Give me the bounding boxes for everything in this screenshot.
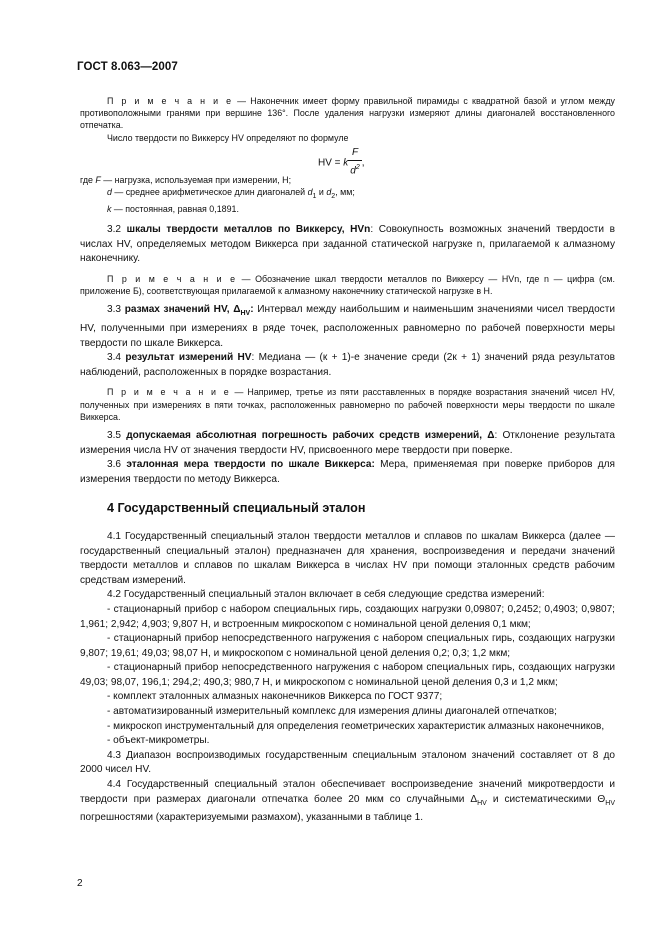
document-header: ГОСТ 8.063—2007	[77, 61, 178, 73]
list-item: - автоматизированный измерительный комплекс для измерения длины диагоналей отпечатков;	[107, 706, 557, 718]
formula-intro: Число твердости по Виккерсу HV определяют по формуле	[107, 132, 349, 143]
item-3-5: 3.5 допускаемая абсолютная погрешность рабочих средств измерений, Δ: Отклонение результата измерения числа HV от значения твердости HV, присвоенного мере твердости при поверке.	[80, 429, 615, 456]
item-3-6: 3.6 эталонная мера твердости по шкале Виккерса: Мера, применяемая при поверке приборов для измерения твердости по методу Виккерса.	[80, 459, 616, 485]
paragraph-4-4: 4.4 Государственный специальный эталон обеспечивает воспроизведение значений микротвердости и твердости при размерах диагонали отпечатка более 20 мкм со случайными $\Delta_{HV}$ и систематическими $\Theta_{HV}$ погрешностями (характеризуемыми размахом), указанными в таблице 1.	[80, 779, 615, 824]
paragraph-4-1: 4.1 Государственный специальный эталон твердости металлов и сплавов по шкалам Виккерса (далее — государственный специальный эталон) предназначен для хранения, воспроизведения и передачи значений твердости металлов и сплавов по шкалам Виккерса в числах HV при помощи эталонных средств рабочим средствам измерений.	[80, 530, 615, 586]
where-F: где F — нагрузка, используемая при измерении, Н;	[80, 174, 292, 185]
note-pyramid: П р и м е ч а н и е — Наконечник имеет форму правильной пирамиды с квадратной базой и углом между противоположными гранями при вершине 136°. После удаления нагрузки измеряют длины диагоналей восстановленного отпечатка.	[80, 96, 615, 131]
list-item: - объект-микрометры.	[107, 735, 210, 747]
list-item: - микроскоп инструментальный для определения геометрических характеристик алмазных наконечников,	[107, 720, 605, 732]
paragraph-4-2: 4.2 Государственный специальный эталон включает в себя следующие средства измерений:	[107, 589, 545, 601]
note-median: П р и м е ч а н и е — Например, третье из пяти расставленных в порядке возрастания значений чисел HV, полученных при измерениях в пяти точках, расположенных равномерно по рабочей поверхности меры твердости по шкале Виккерса.	[80, 387, 615, 422]
list-item: - комплект эталонных алмазных наконечников Виккерса по ГОСТ 9377;	[107, 691, 443, 703]
note-scales: П р и м е ч а н и е — Обозначение шкал твердости металлов по Виккерсу — HVn, где n — цифра (см. приложение Б), соответствующая прилагаемой к алмазному наконечнику статической нагрузке в Н.	[80, 273, 615, 297]
section-4-title: 4 Государственный специальный эталон	[107, 501, 366, 516]
formula-fraction: $\frac{F}{d^2}$	[348, 146, 361, 180]
paragraph-4-3: 4.3 Диапазон воспроизводимых государственным специальным эталоном значений составляет от 8 до 2000 чисел HV.	[80, 749, 615, 776]
item-3-4: 3.4 результат измерений HV: Медиана — (к + 1)-е значение среди (2к + 1) значений ряда результатов наблюдений, расположенных в порядке возрастания.	[80, 352, 615, 378]
page-content	[80, 95, 615, 826]
formula-block	[80, 144, 615, 177]
page-number: 2	[77, 878, 83, 889]
item-3-2: 3.2 шкалы твердости металлов по Виккерсу, HVn: Совокупность возможных значений твердости в числах HV, определяемых методом Виккерса при заданной статической нагрузке n, прилагаемой к алмазному наконечнику.	[80, 224, 615, 265]
where-k: k — постоянная, равная 0,1891.	[107, 204, 239, 214]
list-item: - стационарный прибор непосредственного нагружения с набором специальных гирь, создающих нагрузки 49,03; 98,07, 196,1; 294,2; 490,3; 980,7 Н, и микроскопом с номинальной ценой деления 0,3 и 1,2 мкм;	[80, 662, 615, 688]
where-d: d — среднее арифметическое длин диагоналей $d_1$ и $d_2$, мм;	[107, 187, 355, 200]
hv-formula: HV = k $\frac{F}{d^2}$ ,	[318, 146, 365, 180]
list-item: - стационарный прибор непосредственного нагружения с набором специальных гирь, создающих нагрузки 9,807; 19,61; 49,03; 98,07 Н, и микроскопом с номинальной ценой деления 0,2; 0,3; 1,2 мкм;	[80, 633, 615, 659]
list-item: - стационарный прибор с набором специальных гирь, создающих нагрузки 0,09807; 0,2452; 0,4903; 0,9807; 1,961; 2,942; 4,903; 9,807 Н, и встроенным микроскопом с номинальной ценой деления 0,1 мкм;	[80, 603, 615, 630]
item-3-3: 3.3 размах значений HV, $\Delta_{HV}$: Интервал между наибольшим и наименьшим значениями чисел твердости HV, полученными при измерениях в ряде точек, расположенных равномерно по рабочей поверхности меры твердости по шкале Виккерса.	[80, 304, 615, 349]
